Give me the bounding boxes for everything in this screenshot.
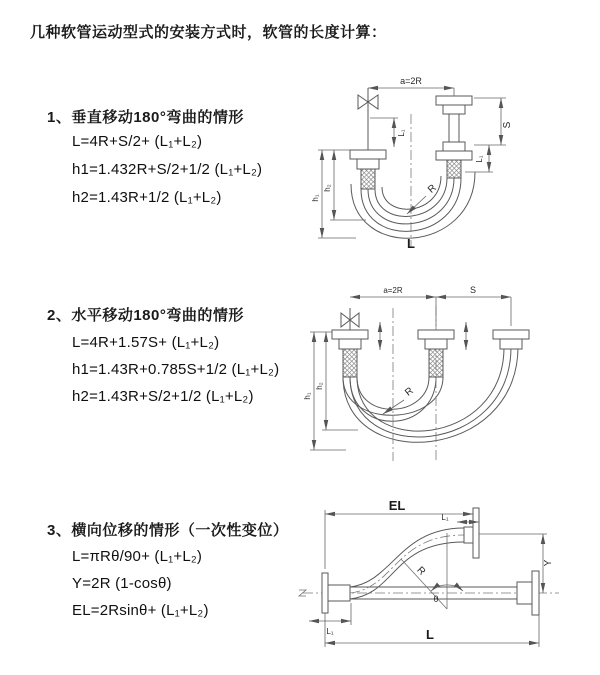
section-2-formula-h1: h1=1.43R+0.785S+1/2 (L₁+L₂): [72, 361, 280, 378]
d1-right-pipe: [436, 96, 472, 178]
d1-dim-l1-left: [370, 118, 406, 147]
d1-dim-s: [474, 98, 513, 145]
dim-label-h1: h₁: [311, 194, 320, 202]
d3-dim-el: [325, 498, 473, 569]
radius-label: R: [414, 564, 428, 578]
dim-label-l1-left: L₁: [397, 129, 406, 137]
d3-dim-l: [325, 613, 539, 647]
section-3-heading: 3、横向位移的情形（一次性变位）: [47, 522, 289, 539]
angle-label: θ: [433, 594, 439, 604]
d2-radius-callout: [383, 385, 416, 414]
valve-icon: [358, 95, 368, 109]
d1-dim-h1: [311, 150, 356, 238]
section-3-formula-Y: Y=2R (1-cosθ): [72, 575, 172, 592]
dim-label-s: S: [469, 285, 477, 295]
valve-icon: [341, 313, 350, 327]
section-1-heading: 1、垂直移动180°弯曲的情形: [47, 109, 244, 126]
d2-center-lines: [393, 306, 436, 461]
radius-label: R: [403, 385, 416, 399]
hose-braid: [447, 160, 461, 178]
dim-label-el: EL: [388, 498, 406, 513]
radius-label: R: [425, 182, 439, 196]
hose-braid: [361, 169, 375, 189]
valve-icon: [368, 95, 378, 109]
section-2-formula-L: L=4R+1.57S+ (L₁+L₂): [72, 334, 220, 351]
page-title: 几种软管运动型式的安装方式时，软管的长度计算：: [30, 24, 387, 41]
diagram-lateral-displacement: [295, 497, 599, 669]
dim-label-l1-right: L₁: [475, 155, 484, 163]
diagram-horizontal-180-bend: [300, 278, 600, 470]
dim-label-a2r: a=2R: [383, 286, 403, 295]
diagram-vertical-180-bend: [308, 58, 593, 258]
d2-right-pipe: [493, 330, 529, 349]
length-label: L: [407, 236, 415, 251]
section-3-formula-EL: EL=2Rsinθ+ (L₁+L₂): [72, 602, 209, 619]
hose-braid: [343, 349, 357, 377]
d3-radius-and-angle: [401, 533, 463, 609]
dim-label-h2: h₂: [315, 382, 324, 390]
d1-radius-callout: [407, 183, 439, 214]
d1-left-pipe: [350, 88, 386, 189]
d3-left-flange: [322, 573, 350, 613]
section-1-formula-h1: h1=1.432R+S/2+1/2 (L₁+L₂): [72, 161, 263, 178]
dim-label-l1-top: L₁: [441, 513, 449, 522]
dim-label-y: Y: [543, 559, 554, 567]
section-3-formula-L: L=πRθ/90+ (L₁+L₂): [72, 548, 203, 565]
hose-braid: [429, 349, 443, 377]
section-1-formula-h2: h2=1.43R+1/2 (L₁+L₂): [72, 189, 222, 206]
dim-label-s: S: [502, 121, 513, 129]
valve-icon: [350, 313, 359, 327]
d2-dim-s: [436, 285, 511, 326]
section-2-formula-h2: h2=1.43R+S/2+1/2 (L₁+L₂): [72, 388, 254, 405]
section-2-heading: 2、水平移动180°弯曲的情形: [47, 307, 244, 324]
dim-label-l1-bottom: L₁: [326, 627, 334, 636]
dim-label-l: L: [426, 627, 434, 642]
d3-dim-l1-bottom: [309, 603, 351, 636]
section-1-formula-L: L=4R+S/2+ (L₁+L₂): [72, 133, 203, 150]
dim-label-h2: h₂: [323, 184, 332, 192]
d2-left-pipe: [332, 308, 368, 377]
d2-middle-pipe: [418, 330, 454, 377]
d2-dim-a2r: [350, 286, 436, 297]
dim-label-a2r: a=2R: [400, 76, 422, 86]
dim-label-h1: h₁: [303, 392, 312, 400]
d1-dim-a2r: [368, 76, 454, 96]
d2-dim-h1: [303, 332, 346, 450]
